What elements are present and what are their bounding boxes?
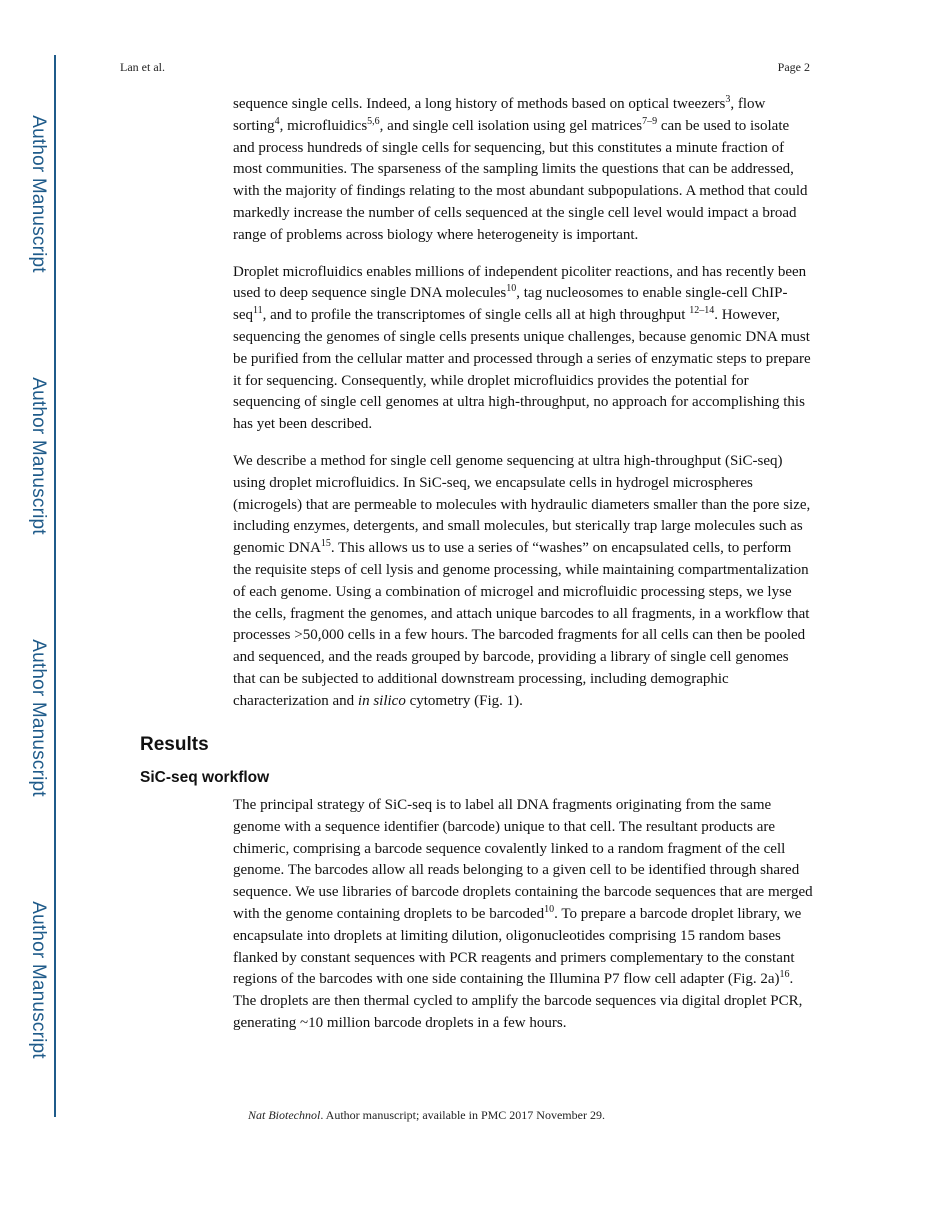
- journal-name: Nat Biotechnol: [248, 1108, 321, 1122]
- intro-text: [233, 94, 813, 728]
- workflow-text: [233, 795, 813, 1050]
- page-footer: Nat Biotechnol. Author manuscript; available in PMC 2017 November 29.: [248, 1108, 605, 1122]
- paragraph-2: Droplet microfluidics enables millions of independent picoliter reactions, and has recently been used to deep sequence single DNA molecules$^{10}$, tag nucleosomes to enable single-cell ChIP-seq$^{11}$, and to profile the transcriptomes of single cells all at high throughput $^{12-14}$. However, sequencing the genomes of single cells presents unique challenges, because genomic DNA must be purified from the cellular matter and processed through a series of enzymatic steps to prepare it for sequencing. Consequently, while droplet microfluidics provides the potential for sequencing of single cell genomes at ultra high-throughput, no approach for accomplishing this has yet been described.: [233, 263, 811, 433]
- citation-ref[interactable]: 16: [779, 969, 790, 981]
- citation-ref[interactable]: 10: [544, 903, 555, 915]
- italic-term: in silico: [357, 692, 406, 709]
- citation-ref[interactable]: 10: [506, 283, 517, 295]
- citation-ref[interactable]: 5,6: [367, 115, 380, 127]
- citation-ref[interactable]: 3: [725, 94, 731, 105]
- citation-ref[interactable]: 4: [274, 115, 280, 127]
- running-head-page: Page 2: [777, 60, 810, 74]
- paragraph-4: The principal strategy of SiC-seq is to label all DNA fragments originating from the same genome with a sequence identifier (barcode) unique to that cell. The resultant products are chimeric, comprising a barcode sequence covalently linked to a random fragment of the cell genome. The barcodes allow all reads belonging to a given cell to be identified through shared sequence. We use libraries of barcode droplets containing the barcode sequences that are merged with the genome containing droplets to be barcoded$^{10}$. To prepare a barcode droplet library, we encapsulate into droplets at limiting dilution, oligonucleotides comprising 15 random bases flanked by constant sequences with PCR reagents and primers complementary to the constant regions of the barcodes with one side containing the Illumina P7 flow cell adapter (Fig. 2a)$^{16}$. The droplets are then thermal cycled to amplify the barcode sequences via digital droplet PCR, generating ~10 million barcode droplets in a few hours.: [233, 797, 813, 1031]
- citation-ref[interactable]: 12–14: [689, 305, 715, 317]
- citation-ref[interactable]: 7–9: [642, 115, 658, 127]
- citation-ref[interactable]: 11: [253, 305, 263, 317]
- citation-ref[interactable]: 15: [320, 538, 331, 550]
- paragraph-1: sequence single cells. Indeed, a long history of methods based on optical tweezers$^3$, flow sorting$^4$, microfluidics$^{5,6}$, and single cell isolation using gel matrices$^{7-9}$ can be used to isolate and process hundreds of single cells for sequencing, but this constitutes a minute fraction of most communities. The sparseness of the sampling limits the questions that can be addressed, with the majority of findings relating to the most abundant subpopulations. A method that could markedly increase the number of cells sequenced at the single cell level would impact a broad range of problems across biology where heterogeneity is important.: [233, 94, 808, 243]
- paragraph-3: We describe a method for single cell genome sequencing at ultra high-throughput (SiC-seq) using droplet microfluidics. In SiC-seq, we encapsulate cells in hydrogel microspheres (microgels) that are permeable to molecules with hydraulic diameters smaller than the pore size, including enzymes, detergents, and small molecules, but sterically trap large molecules such as genomic DNA$^{15}$. This allows us to use a series of “washes” on encapsulated cells, to perform the requisite steps of cell lysis and genome processing, while maintaining compartmentalization of each genome. Using a combination of microgel and microfluidic processing steps, we lyse the cells, fragment the genomes, and attach unique barcodes to all fragments, in a workflow that processes >50,000 cells in a few hours. The barcoded fragments for all cells can then be pooled and sequenced, and the reads grouped by barcode, providing a library of single cell genomes that can be subjected to additional downstream processing, including demographic characterization and in silico cytometry (Fig. 1).: [233, 452, 811, 709]
- margin-rule: [54, 55, 56, 1117]
- results-heading: Results: [140, 734, 209, 755]
- workflow-subheading: SiC-seq workflow: [140, 769, 270, 786]
- running-head-authors: Lan et al.: [120, 60, 165, 74]
